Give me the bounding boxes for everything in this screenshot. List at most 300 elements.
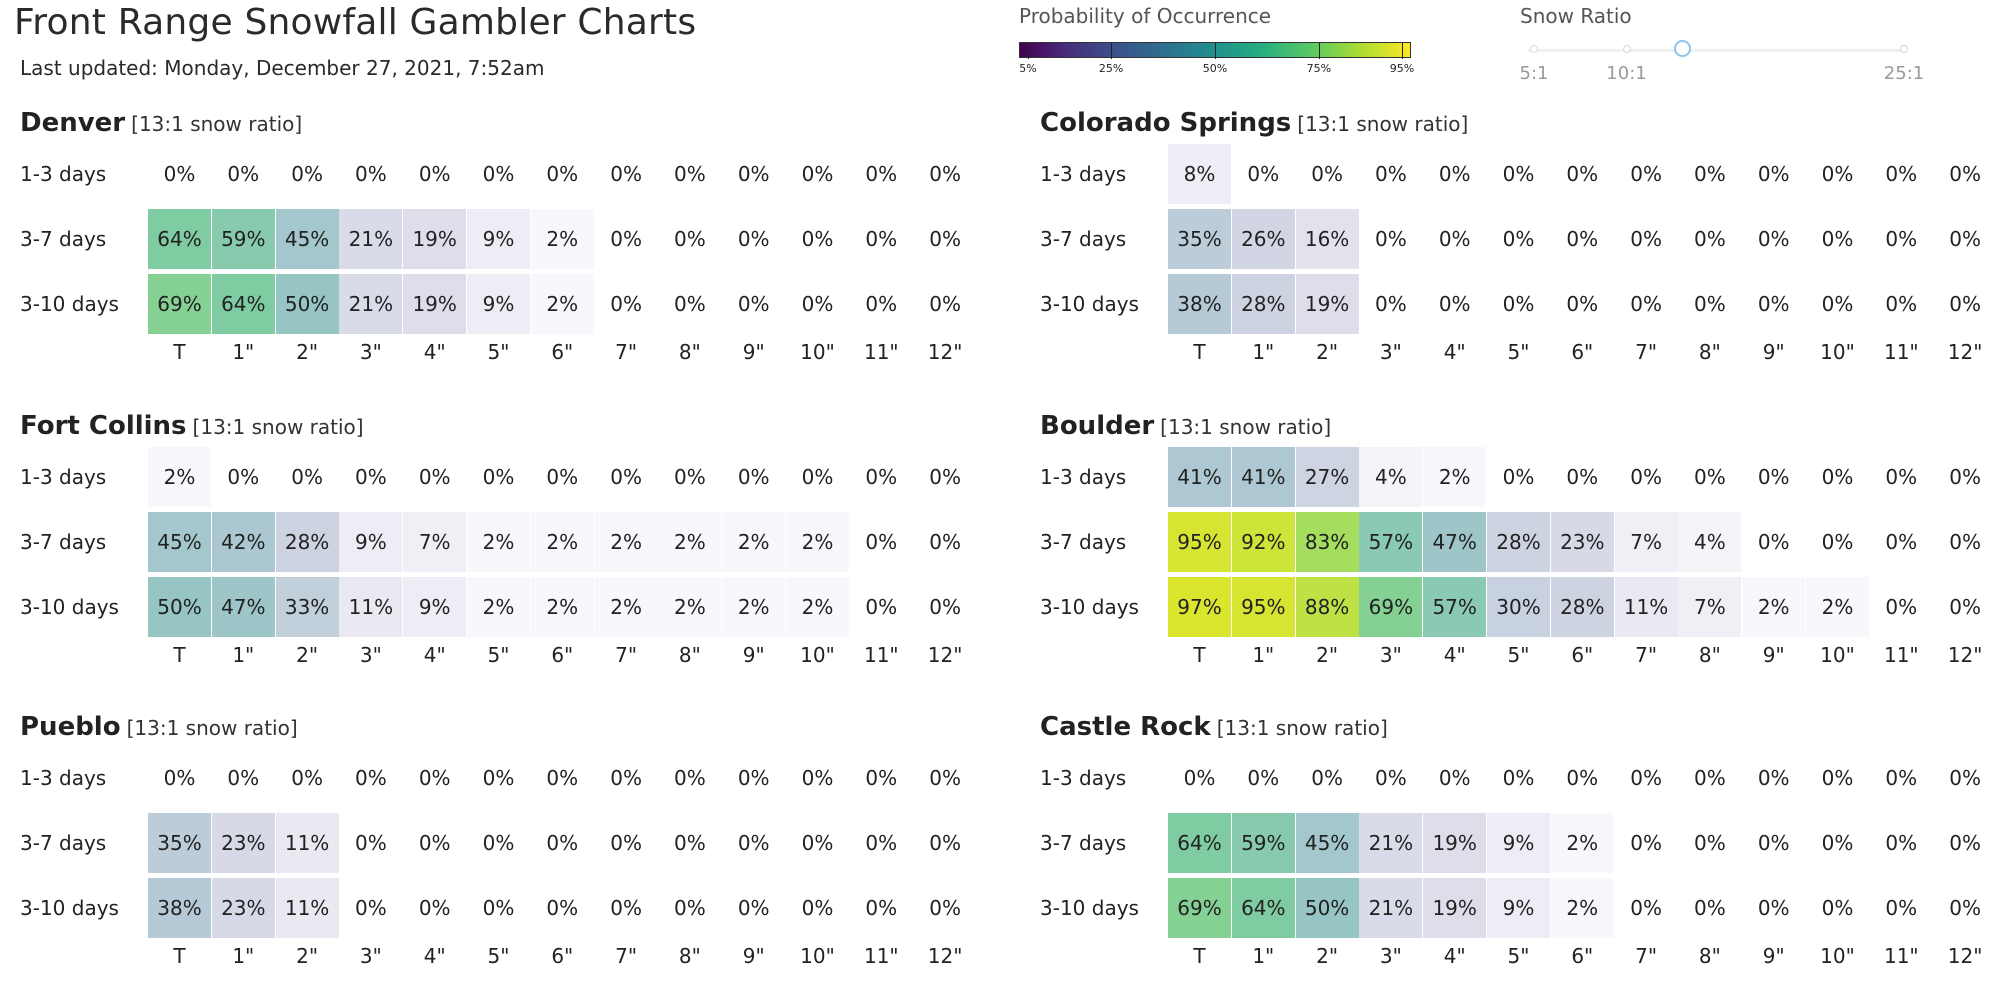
heatmap-cell: 0%: [1438, 292, 1471, 316]
heatmap-cell: 2%: [786, 512, 850, 572]
heatmap-cell: 21%: [1359, 878, 1423, 938]
heatmap-cell: 0%: [1757, 162, 1790, 186]
heatmap-cell: 2%: [595, 512, 659, 572]
heatmap-cell: 7%: [1678, 577, 1742, 637]
heatmap-cell: 0%: [1630, 831, 1662, 855]
heatmap-cell: 0%: [1502, 766, 1535, 790]
heatmap-cell: 2%: [148, 447, 212, 507]
colorbar-tick-mark: [1215, 43, 1216, 59]
heatmap-cell: 0%: [418, 162, 451, 186]
x-tick-label: 7": [615, 643, 638, 667]
row-label: 3-7 days: [1040, 227, 1127, 251]
x-tick-label: 2": [1316, 340, 1339, 364]
heatmap-cell: 69%: [148, 274, 212, 334]
x-tick-label: 2": [1316, 643, 1339, 667]
heatmap-cell: 0%: [737, 831, 770, 855]
last-updated-text: Last updated: Monday, December 27, 2021, 7:52am: [20, 56, 545, 80]
chart-panel-fort-collins: [20, 411, 1000, 691]
heatmap-cell: 19%: [1296, 274, 1360, 334]
heatmap-cell: 0%: [929, 831, 961, 855]
snow-ratio-label: 5:1: [1519, 63, 1549, 84]
chart-panel-castle-rock: [1040, 712, 2000, 992]
colorbar-tick-label: 5%: [1019, 62, 1037, 75]
heatmap-cell: 0%: [1375, 292, 1407, 316]
heatmap-cell: 0%: [355, 465, 387, 489]
row-label: 1-3 days: [20, 766, 107, 790]
colorbar-tick-mark: [1028, 43, 1029, 59]
heatmap-cell: 0%: [610, 831, 642, 855]
heatmap-cell: 21%: [339, 209, 403, 269]
heatmap-cell: 11%: [276, 813, 340, 873]
heatmap-cell: 59%: [1232, 813, 1296, 873]
heatmap-cell: 0%: [801, 292, 834, 316]
x-tick-label: 3": [359, 944, 382, 968]
x-tick-label: 7": [615, 340, 638, 364]
city-name: Denver: [20, 108, 126, 138]
heatmap-cell: 11%: [339, 577, 403, 637]
heatmap-cell: 0%: [1566, 465, 1599, 489]
heatmap-cell: 2%: [467, 577, 531, 637]
heatmap-cell: 35%: [148, 813, 212, 873]
x-tick-label: 5": [1507, 340, 1530, 364]
heatmap-cell: 9%: [467, 274, 531, 334]
heatmap-cell: 4%: [1359, 447, 1423, 507]
heatmap-cell: 0%: [737, 227, 770, 251]
heatmap-cell: 0%: [929, 292, 961, 316]
slider-stop-dot[interactable]: [1900, 45, 1908, 53]
heatmap-cell: 0%: [1630, 766, 1662, 790]
heatmap-cell: 0%: [1375, 766, 1407, 790]
x-tick-label: 4": [423, 643, 446, 667]
heatmap-cell: 21%: [1359, 813, 1423, 873]
heatmap-cell: 0%: [929, 595, 961, 619]
heatmap-cell: 0%: [1949, 162, 1981, 186]
x-tick-label: 5": [487, 944, 510, 968]
snow-ratio-title: Snow Ratio: [1520, 4, 1632, 28]
x-tick-label: T: [173, 643, 186, 667]
city-name: Castle Rock: [1040, 712, 1211, 742]
heatmap-cell: 0%: [1821, 831, 1854, 855]
x-tick-label: 3": [359, 340, 382, 364]
heatmap-cell: 8%: [1168, 144, 1232, 204]
heatmap-cell: 0%: [865, 831, 898, 855]
heatmap-cell: 0%: [1694, 766, 1726, 790]
chart-title: [1040, 712, 1388, 742]
heatmap-cell: 0%: [674, 227, 706, 251]
heatmap-cell: 0%: [865, 896, 898, 920]
heatmap-cell: 0%: [163, 766, 196, 790]
chart-panel-denver: [20, 108, 1000, 388]
heatmap-cell: 16%: [1296, 209, 1360, 269]
heatmap-cell: 0%: [1694, 227, 1726, 251]
heatmap-cell: 95%: [1232, 577, 1296, 637]
heatmap-cell: 0%: [546, 465, 579, 489]
heatmap-cell: 45%: [148, 512, 212, 572]
chart-panel-colorado-springs: [1040, 108, 2000, 388]
x-tick-label: 11": [1883, 944, 1919, 968]
page-title: Front Range Snowfall Gambler Charts: [14, 2, 697, 43]
x-tick-label: 4": [1443, 643, 1466, 667]
heatmap-cell: 0%: [482, 162, 515, 186]
heatmap-cell: 0%: [1885, 595, 1918, 619]
heatmap-cell: 0%: [1502, 162, 1535, 186]
heatmap-cell: 2%: [467, 512, 531, 572]
x-tick-label: 10": [1820, 944, 1855, 968]
colorbar-tick-mark: [1402, 43, 1403, 59]
heatmap-cell: 0%: [1694, 831, 1726, 855]
heatmap-cell: 0%: [1885, 292, 1918, 316]
snow-ratio-note: [13:1 snow ratio]: [1297, 112, 1469, 136]
heatmap-cell: 0%: [801, 162, 834, 186]
row-label: 3-7 days: [20, 227, 107, 251]
heatmap-cell: 0%: [1757, 227, 1790, 251]
heatmap-cell: 0%: [1949, 227, 1981, 251]
row-label: 3-10 days: [1040, 292, 1139, 316]
x-tick-label: 6": [1571, 944, 1594, 968]
x-tick-label: 1": [1252, 944, 1275, 968]
heatmap-cell: 0%: [355, 766, 387, 790]
heatmap-cell: 0%: [865, 465, 898, 489]
heatmap-cell: 35%: [1168, 209, 1232, 269]
heatmap-cell: 0%: [1757, 465, 1790, 489]
x-tick-label: 12": [927, 643, 963, 667]
heatmap-cell: 19%: [403, 209, 467, 269]
x-tick-label: 12": [1947, 643, 1983, 667]
heatmap-cell: 0%: [1949, 530, 1981, 554]
snow-ratio-label: 10:1: [1606, 63, 1647, 84]
heatmap-cell: 9%: [403, 577, 467, 637]
heatmap-cell: 0%: [1949, 831, 1981, 855]
x-tick-label: 11": [863, 643, 899, 667]
x-tick-label: 2": [1316, 944, 1339, 968]
x-tick-label: 4": [423, 340, 446, 364]
heatmap-cell: 0%: [1757, 831, 1790, 855]
heatmap-cell: 28%: [1551, 577, 1615, 637]
x-tick-label: 6": [1571, 643, 1594, 667]
colorbar-tick-mark: [1319, 43, 1320, 59]
colorbar-tick-label: 50%: [1202, 62, 1228, 75]
x-tick-label: 12": [927, 944, 963, 968]
heatmap-cell: 83%: [1296, 512, 1360, 572]
heatmap-cell: 0%: [801, 766, 834, 790]
heatmap-cell: 0%: [1949, 595, 1981, 619]
x-tick-label: 4": [1443, 944, 1466, 968]
x-tick-label: 1": [1252, 340, 1275, 364]
heatmap-cell: 0%: [1821, 227, 1854, 251]
city-name: Pueblo: [20, 712, 121, 742]
snow-ratio-note: [13:1 snow ratio]: [1160, 415, 1332, 439]
row-label: 3-7 days: [20, 831, 107, 855]
heatmap-cell: 0%: [1438, 227, 1471, 251]
heatmap-cell: 7%: [403, 512, 467, 572]
heatmap-cell: 0%: [929, 227, 961, 251]
x-tick-label: 9": [742, 643, 765, 667]
row-label: 3-7 days: [20, 530, 107, 554]
heatmap-cell: 2%: [722, 512, 786, 572]
heatmap-cell: 0%: [546, 831, 579, 855]
x-tick-label: 8": [678, 340, 701, 364]
row-label: 3-10 days: [1040, 896, 1139, 920]
heatmap-cell: 0%: [1438, 766, 1471, 790]
heatmap-cell: 38%: [1168, 274, 1232, 334]
heatmap-cell: 69%: [1359, 577, 1423, 637]
snow-ratio-note: [13:1 snow ratio]: [192, 415, 364, 439]
snow-ratio-label: 25:1: [1883, 63, 1925, 84]
heatmap-cell: 9%: [467, 209, 531, 269]
heatmap-cell: 0%: [291, 465, 323, 489]
snow-ratio-slider-handle[interactable]: [1674, 40, 1691, 57]
heatmap-cell: 92%: [1232, 512, 1296, 572]
heatmap-cell: 0%: [1821, 162, 1854, 186]
heatmap-cell: 0%: [1566, 162, 1599, 186]
x-tick-label: 8": [678, 944, 701, 968]
heatmap-cell: 50%: [1296, 878, 1360, 938]
heatmap-cell: 0%: [610, 766, 642, 790]
x-tick-label: 6": [551, 643, 574, 667]
heatmap-cell: 0%: [1821, 766, 1854, 790]
row-label: 1-3 days: [20, 465, 107, 489]
x-tick-label: 11": [863, 340, 899, 364]
heatmap-cell: 0%: [1757, 766, 1790, 790]
x-tick-label: 8": [1698, 643, 1721, 667]
heatmap-cell: 0%: [674, 292, 706, 316]
x-tick-label: 3": [1379, 340, 1402, 364]
heatmap-cell: 21%: [339, 274, 403, 334]
heatmap-cell: 0%: [1630, 227, 1662, 251]
heatmap-cell: 88%: [1296, 577, 1360, 637]
heatmap-cell: 19%: [1423, 813, 1487, 873]
heatmap-cell: 0%: [355, 896, 387, 920]
heatmap-cell: 0%: [1757, 530, 1790, 554]
x-tick-label: T: [1193, 643, 1206, 667]
heatmap-cell: 2%: [531, 577, 595, 637]
x-tick-label: 7": [1635, 944, 1658, 968]
x-tick-label: 11": [1883, 340, 1919, 364]
heatmap-cell: 4%: [1678, 512, 1742, 572]
heatmap-cell: 0%: [929, 530, 961, 554]
x-tick-label: 1": [1252, 643, 1275, 667]
heatmap-cell: 0%: [610, 292, 642, 316]
heatmap-cell: 41%: [1232, 447, 1296, 507]
heatmap-cell: 0%: [801, 896, 834, 920]
heatmap-cell: 2%: [531, 209, 595, 269]
snow-ratio-note: [13:1 snow ratio]: [126, 716, 298, 740]
heatmap-cell: 2%: [531, 512, 595, 572]
heatmap-cell: 0%: [418, 896, 451, 920]
x-tick-label: 7": [1635, 643, 1658, 667]
row-label: 3-7 days: [1040, 831, 1127, 855]
x-tick-label: 6": [551, 340, 574, 364]
snow-ratio-slider-track[interactable]: [1528, 49, 1908, 52]
heatmap-cell: 2%: [531, 274, 595, 334]
heatmap-cell: 23%: [212, 878, 276, 938]
heatmap-cell: 0%: [1566, 227, 1599, 251]
heatmap-cell: 2%: [1551, 878, 1615, 938]
x-tick-label: 8": [1698, 340, 1721, 364]
heatmap-cell: 0%: [865, 530, 898, 554]
heatmap-cell: 0%: [610, 227, 642, 251]
heatmap-cell: 27%: [1296, 447, 1360, 507]
heatmap-cell: 0%: [801, 465, 834, 489]
heatmap-cell: 0%: [418, 465, 451, 489]
chart-title: [1040, 108, 1468, 138]
x-tick-label: 9": [742, 944, 765, 968]
heatmap-cell: 9%: [1487, 813, 1551, 873]
heatmap-cell: 0%: [1566, 766, 1599, 790]
x-tick-label: T: [173, 340, 186, 364]
row-label: 1-3 days: [1040, 162, 1127, 186]
heatmap-cell: 2%: [595, 577, 659, 637]
x-tick-label: 4": [1443, 340, 1466, 364]
heatmap-cell: 0%: [737, 465, 770, 489]
x-tick-label: 5": [487, 643, 510, 667]
heatmap-cell: 0%: [1885, 896, 1918, 920]
x-tick-label: 11": [863, 944, 899, 968]
x-tick-label: 2": [296, 944, 319, 968]
heatmap-cell: 2%: [786, 577, 850, 637]
heatmap-cell: 28%: [1232, 274, 1296, 334]
chart-title: [20, 411, 364, 441]
city-name: Colorado Springs: [1040, 108, 1292, 138]
heatmap-cell: 28%: [1487, 512, 1551, 572]
heatmap-cell: 0%: [1949, 896, 1981, 920]
legend-title: Probability of Occurrence: [1019, 4, 1272, 28]
heatmap-cell: 0%: [674, 766, 706, 790]
x-tick-label: 6": [551, 944, 574, 968]
x-tick-label: 3": [1379, 944, 1402, 968]
heatmap-cell: 0%: [674, 896, 706, 920]
heatmap-cell: 0%: [737, 292, 770, 316]
heatmap-cell: 0%: [227, 766, 260, 790]
heatmap-cell: 0%: [865, 162, 898, 186]
heatmap-cell: 47%: [1423, 512, 1487, 572]
heatmap-cell: 0%: [1438, 162, 1471, 186]
heatmap-cell: 0%: [482, 766, 515, 790]
heatmap-cell: 0%: [1821, 465, 1854, 489]
chart-panel-pueblo: [20, 712, 1000, 992]
heatmap-cell: 0%: [1566, 292, 1599, 316]
heatmap-cell: 2%: [658, 577, 722, 637]
heatmap-cell: 0%: [1311, 766, 1343, 790]
heatmap-cell: 0%: [418, 766, 451, 790]
heatmap-cell: 0%: [227, 162, 260, 186]
x-tick-label: 3": [1379, 643, 1402, 667]
heatmap-cell: 0%: [1694, 896, 1726, 920]
x-tick-label: 1": [232, 944, 255, 968]
x-tick-label: 10": [800, 643, 835, 667]
row-label: 3-10 days: [20, 896, 119, 920]
heatmap-cell: 0%: [1247, 766, 1280, 790]
heatmap-cell: 0%: [737, 896, 770, 920]
snow-ratio-note: [13:1 snow ratio]: [1216, 716, 1388, 740]
x-tick-label: 5": [1507, 944, 1530, 968]
heatmap-cell: 2%: [1742, 577, 1806, 637]
x-tick-label: 10": [1820, 643, 1855, 667]
heatmap-cell: 0%: [1821, 896, 1854, 920]
x-tick-label: 3": [359, 643, 382, 667]
heatmap-cell: 2%: [722, 577, 786, 637]
colorbar-tick-label: 95%: [1389, 62, 1415, 75]
x-tick-label: 5": [1507, 643, 1530, 667]
heatmap-cell: 0%: [482, 465, 515, 489]
heatmap-cell: 0%: [1311, 162, 1343, 186]
heatmap-cell: 97%: [1168, 577, 1232, 637]
heatmap-cell: 0%: [929, 465, 961, 489]
x-tick-label: 1": [232, 340, 255, 364]
heatmap-cell: 0%: [865, 292, 898, 316]
x-tick-label: 1": [232, 643, 255, 667]
heatmap-cell: 19%: [403, 274, 467, 334]
heatmap-cell: 0%: [482, 896, 515, 920]
heatmap-cell: 23%: [1551, 512, 1615, 572]
slider-stop-dot[interactable]: [1530, 45, 1538, 53]
heatmap-cell: 0%: [1949, 766, 1981, 790]
heatmap-cell: 38%: [148, 878, 212, 938]
heatmap-cell: 0%: [1885, 227, 1918, 251]
heatmap-cell: 0%: [1375, 162, 1407, 186]
x-tick-label: 10": [800, 944, 835, 968]
row-label: 3-10 days: [1040, 595, 1139, 619]
x-tick-label: T: [173, 944, 186, 968]
chart-title: [1040, 411, 1331, 441]
heatmap-cell: 0%: [1375, 227, 1407, 251]
heatmap-cell: 0%: [1694, 465, 1726, 489]
heatmap-cell: 0%: [929, 766, 961, 790]
heatmap-cell: 64%: [1232, 878, 1296, 938]
x-tick-label: 9": [1762, 643, 1785, 667]
row-label: 3-7 days: [1040, 530, 1127, 554]
heatmap-cell: 57%: [1359, 512, 1423, 572]
x-tick-label: 7": [1635, 340, 1658, 364]
row-label: 1-3 days: [1040, 465, 1127, 489]
heatmap-cell: 0%: [1885, 162, 1918, 186]
city-name: Boulder: [1040, 411, 1155, 441]
x-tick-label: 9": [1762, 944, 1785, 968]
colorbar-tick-label: 75%: [1306, 62, 1332, 75]
colorbar-tick-mark: [1111, 43, 1112, 59]
x-tick-label: 10": [800, 340, 835, 364]
heatmap-cell: 0%: [674, 465, 706, 489]
heatmap-cell: 19%: [1423, 878, 1487, 938]
heatmap-cell: 0%: [1630, 292, 1662, 316]
snow-ratio-note: [13:1 snow ratio]: [131, 112, 303, 136]
x-tick-label: 10": [1820, 340, 1855, 364]
heatmap-cell: 0%: [674, 162, 706, 186]
heatmap-cell: 0%: [1694, 292, 1726, 316]
heatmap-cell: 0%: [737, 162, 770, 186]
heatmap-cell: 33%: [276, 577, 340, 637]
heatmap-cell: 95%: [1168, 512, 1232, 572]
heatmap-cell: 0%: [546, 896, 579, 920]
slider-stop-dot[interactable]: [1623, 45, 1631, 53]
heatmap-cell: 0%: [929, 162, 961, 186]
heatmap-cell: 0%: [674, 831, 706, 855]
heatmap-cell: 7%: [1615, 512, 1679, 572]
heatmap-cell: 45%: [1296, 813, 1360, 873]
heatmap-cell: 0%: [610, 162, 642, 186]
x-tick-label: T: [1193, 944, 1206, 968]
heatmap-cell: 0%: [610, 465, 642, 489]
chart-title: [20, 108, 302, 138]
x-tick-label: 8": [678, 643, 701, 667]
x-tick-label: 8": [1698, 944, 1721, 968]
heatmap-cell: 0%: [1502, 227, 1535, 251]
heatmap-cell: 45%: [276, 209, 340, 269]
x-tick-label: 9": [742, 340, 765, 364]
x-tick-label: T: [1193, 340, 1206, 364]
heatmap-cell: 0%: [1885, 766, 1918, 790]
heatmap-cell: 64%: [148, 209, 212, 269]
